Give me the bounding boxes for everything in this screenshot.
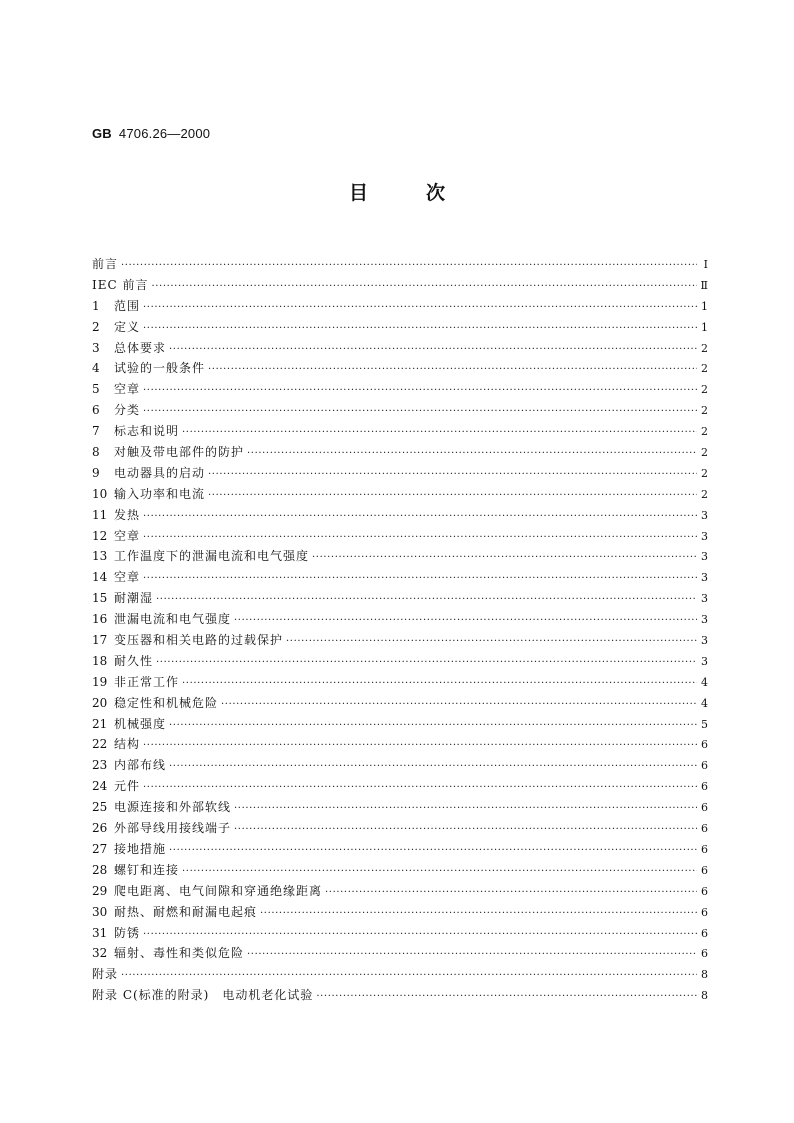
toc-dot-leader: [143, 778, 697, 799]
toc-dot-leader: [143, 507, 697, 528]
toc-entry-title: 试验的一般条件: [114, 361, 206, 376]
toc-entry-page: 2: [701, 487, 708, 501]
toc-entry-number: 19: [92, 674, 108, 689]
toc-entry[interactable]: [92, 672, 708, 693]
toc-entry-title: 附录 C(标准的附录) 电动机老化试验: [92, 988, 314, 1003]
toc-entry-page: 4: [701, 696, 708, 710]
toc-entry[interactable]: [92, 651, 708, 672]
toc-entry[interactable]: [92, 797, 708, 818]
toc-entry-page: 6: [701, 738, 708, 752]
toc-dot-leader: [169, 716, 697, 737]
toc-entry-page: 1: [701, 320, 708, 334]
toc-dot-leader: [169, 841, 697, 862]
toc-entry-page: 6: [701, 801, 708, 815]
toc-entry-title: 耐潮湿: [114, 591, 154, 606]
toc-dot-leader: [247, 945, 697, 966]
toc-entry-title: 内部布线: [114, 758, 167, 773]
toc-entry-page: 2: [701, 362, 708, 376]
document-header: [92, 126, 210, 141]
toc-entry[interactable]: [92, 379, 708, 400]
toc-entry-number: 31: [92, 925, 108, 940]
toc-entry-number: 30: [92, 904, 108, 919]
toc-entry-title: 电动器具的启动: [114, 465, 206, 480]
toc-entry-number: 11: [92, 507, 108, 522]
toc-entry-number: 10: [92, 486, 108, 501]
toc-dot-leader: [208, 360, 697, 381]
toc-entry[interactable]: [92, 463, 708, 484]
toc-entry-number: 17: [92, 633, 108, 648]
toc-entry[interactable]: [92, 964, 708, 985]
standard-number: 4706.26—2000: [118, 126, 211, 141]
toc-entry-title: 变压器和相关电路的过载保护: [114, 633, 284, 648]
toc-entry-title: 非正常工作: [114, 674, 180, 689]
toc-dot-leader: [143, 925, 697, 946]
toc-entry-number: 3: [92, 340, 100, 355]
toc-entry-title: 防锈: [114, 925, 141, 940]
toc-entry-title: 范围: [114, 298, 141, 313]
toc-entry[interactable]: [92, 609, 708, 630]
toc-entry[interactable]: [92, 881, 708, 902]
toc-entry-title: 分类: [114, 403, 141, 418]
toc-entry-page: 3: [701, 508, 708, 522]
toc-entry-number: 18: [92, 653, 108, 668]
toc-entry-number: 8: [92, 445, 100, 460]
toc-entry-page: 6: [701, 759, 708, 773]
toc-dot-leader: [182, 674, 697, 695]
toc-entry-title: 元件: [114, 779, 141, 794]
toc-entry-page: 6: [701, 842, 708, 856]
toc-entry-title: 空章: [114, 570, 141, 585]
toc-entry-page: 2: [701, 466, 708, 480]
toc-entry-page: 3: [701, 571, 708, 585]
toc-entry-title: 标志和说明: [114, 424, 180, 439]
toc-entry-page: 8: [701, 968, 708, 982]
toc-entry-page: 3: [701, 634, 708, 648]
toc-entry-number: 23: [92, 758, 108, 773]
toc-dot-leader: [156, 653, 697, 674]
toc-entry-page: 4: [701, 675, 708, 689]
toc-entry-page: 2: [701, 446, 708, 460]
toc-entry[interactable]: [92, 421, 708, 442]
toc-entry-page: 2: [701, 383, 708, 397]
toc-dot-leader: [169, 340, 697, 361]
toc-dot-leader: [121, 256, 697, 277]
toc-entry-title: 空章: [114, 528, 141, 543]
page-title: 目次: [348, 182, 503, 204]
toc-entry[interactable]: [92, 734, 708, 755]
toc-dot-leader: [143, 569, 697, 590]
toc-dot-leader: [221, 695, 697, 716]
toc-entry-title: 前言: [92, 257, 119, 271]
toc-dot-leader: [208, 465, 697, 486]
toc-entry[interactable]: [92, 484, 708, 505]
toc-entry-number: 16: [92, 612, 108, 627]
toc-entry-number: 13: [92, 549, 108, 564]
toc-entry-page: 6: [701, 905, 708, 919]
toc-entry-number: 12: [92, 528, 108, 543]
toc-entry-title: 接地措施: [114, 841, 167, 856]
toc-entry-number: 21: [92, 716, 108, 731]
toc-entry[interactable]: [92, 839, 708, 860]
toc-entry-title: 外部导线用接线端子: [114, 821, 232, 836]
toc-entry-title: 电源连接和外部软线: [114, 800, 232, 815]
toc-entry-page: 6: [701, 780, 708, 794]
toc-entry-page: 2: [701, 341, 708, 355]
table-of-contents: [92, 254, 708, 1006]
toc-entry-number: 29: [92, 883, 108, 898]
toc-dot-leader: [143, 528, 697, 549]
toc-entry-page: 3: [701, 592, 708, 606]
toc-entry-page: 8: [701, 989, 708, 1003]
toc-dot-leader: [143, 402, 697, 423]
toc-entry[interactable]: [92, 400, 708, 421]
toc-entry[interactable]: [92, 943, 708, 964]
toc-entry-page: 6: [701, 926, 708, 940]
toc-dot-leader: [121, 966, 697, 987]
toc-entry-page: 6: [701, 822, 708, 836]
toc-dot-leader: [316, 987, 697, 1008]
toc-entry[interactable]: [92, 588, 708, 609]
toc-entry-title: 螺钉和连接: [114, 862, 180, 877]
toc-entry[interactable]: [92, 296, 708, 317]
toc-dot-leader: [143, 736, 697, 757]
toc-dot-leader: [156, 590, 697, 611]
toc-entry-title: 发热: [114, 507, 141, 522]
toc-entry-number: 27: [92, 841, 108, 856]
toc-entry-page: 6: [701, 884, 708, 898]
toc-entry[interactable]: [92, 254, 708, 275]
toc-entry-number: 5: [92, 382, 100, 397]
toc-entry-number: 2: [92, 319, 100, 334]
toc-entry[interactable]: [92, 923, 708, 944]
toc-entry-number: 15: [92, 591, 108, 606]
toc-entry-page: 2: [701, 404, 708, 418]
toc-entry[interactable]: [92, 985, 708, 1006]
toc-dot-leader: [143, 381, 697, 402]
toc-entry-title: 工作温度下的泄漏电流和电气强度: [114, 549, 310, 564]
toc-entry-page: 6: [701, 863, 708, 877]
toc-entry-number: 20: [92, 695, 108, 710]
toc-dot-leader: [286, 632, 697, 653]
toc-dot-leader: [312, 548, 697, 569]
toc-entry[interactable]: [92, 776, 708, 797]
toc-entry-title: 稳定性和机械危险: [114, 695, 219, 710]
toc-entry-number: 7: [92, 424, 100, 439]
toc-entry-page: 3: [701, 529, 708, 543]
toc-entry[interactable]: [92, 818, 708, 839]
toc-entry-page: 3: [701, 654, 708, 668]
toc-entry-title: 爬电距离、电气间隙和穿通绝缘距离: [114, 883, 323, 898]
toc-dot-leader: [143, 319, 697, 340]
toc-dot-leader: [152, 277, 698, 298]
toc-dot-leader: [208, 486, 697, 507]
toc-entry-title: 对触及带电部件的防护: [114, 445, 245, 460]
toc-entry-number: 6: [92, 403, 100, 418]
toc-entry-page: 5: [701, 717, 708, 731]
toc-entry-title: 输入功率和电流: [114, 486, 206, 501]
toc-entry-page: 3: [701, 550, 708, 564]
toc-entry[interactable]: [92, 630, 708, 651]
toc-entry-number: 22: [92, 737, 108, 752]
toc-entry-page: 3: [701, 613, 708, 627]
toc-dot-leader: [325, 883, 697, 904]
toc-dot-leader: [234, 820, 697, 841]
toc-entry-number: 26: [92, 821, 108, 836]
toc-entry-title: 耐久性: [114, 653, 154, 668]
toc-entry-title: 耐热、耐燃和耐漏电起痕: [114, 904, 258, 919]
toc-entry-page: I: [703, 258, 708, 271]
toc-dot-leader: [260, 904, 697, 925]
toc-entry-title: IEC 前言: [92, 277, 149, 292]
toc-dot-leader: [182, 423, 697, 444]
toc-dot-leader: [234, 799, 697, 820]
toc-entry-number: 28: [92, 862, 108, 877]
toc-entry-title: 辐射、毒性和类似危险: [114, 946, 245, 961]
toc-entry[interactable]: [92, 860, 708, 881]
toc-entry[interactable]: [92, 317, 708, 338]
toc-entry[interactable]: [92, 526, 708, 547]
toc-entry[interactable]: [92, 546, 708, 567]
toc-entry-number: 32: [92, 946, 108, 961]
toc-entry[interactable]: [92, 275, 708, 296]
toc-entry[interactable]: [92, 505, 708, 526]
toc-entry-title: 结构: [114, 737, 141, 752]
toc-entry-page: 6: [701, 947, 708, 961]
toc-entry-title: 总体要求: [114, 340, 167, 355]
toc-entry-title: 机械强度: [114, 716, 167, 731]
toc-dot-leader: [143, 298, 697, 319]
toc-entry-number: 9: [92, 465, 100, 480]
toc-entry-page: 1: [701, 299, 708, 313]
toc-entry-number: 1: [92, 298, 100, 313]
toc-entry[interactable]: [92, 902, 708, 923]
toc-entry-page: Ⅱ: [700, 278, 708, 292]
toc-dot-leader: [169, 757, 697, 778]
toc-entry[interactable]: [92, 338, 708, 359]
toc-entry[interactable]: [92, 358, 708, 379]
toc-entry[interactable]: [92, 693, 708, 714]
toc-dot-leader: [247, 444, 697, 465]
toc-entry-number: 14: [92, 570, 108, 585]
toc-entry[interactable]: [92, 714, 708, 735]
toc-entry-title: 附录: [92, 967, 119, 982]
toc-entry[interactable]: [92, 567, 708, 588]
toc-entry-page: 2: [701, 425, 708, 439]
toc-dot-leader: [182, 862, 697, 883]
toc-entry-number: 25: [92, 800, 108, 815]
toc-entry-title: 空章: [114, 382, 141, 397]
toc-entry-title: 泄漏电流和电气强度: [114, 612, 232, 627]
toc-dot-leader: [234, 611, 697, 632]
standard-code: GB: [92, 126, 112, 141]
toc-entry-number: 24: [92, 779, 108, 794]
toc-entry-title: 定义: [114, 319, 141, 334]
toc-entry-number: 4: [92, 361, 100, 376]
toc-entry[interactable]: [92, 442, 708, 463]
toc-entry[interactable]: [92, 755, 708, 776]
